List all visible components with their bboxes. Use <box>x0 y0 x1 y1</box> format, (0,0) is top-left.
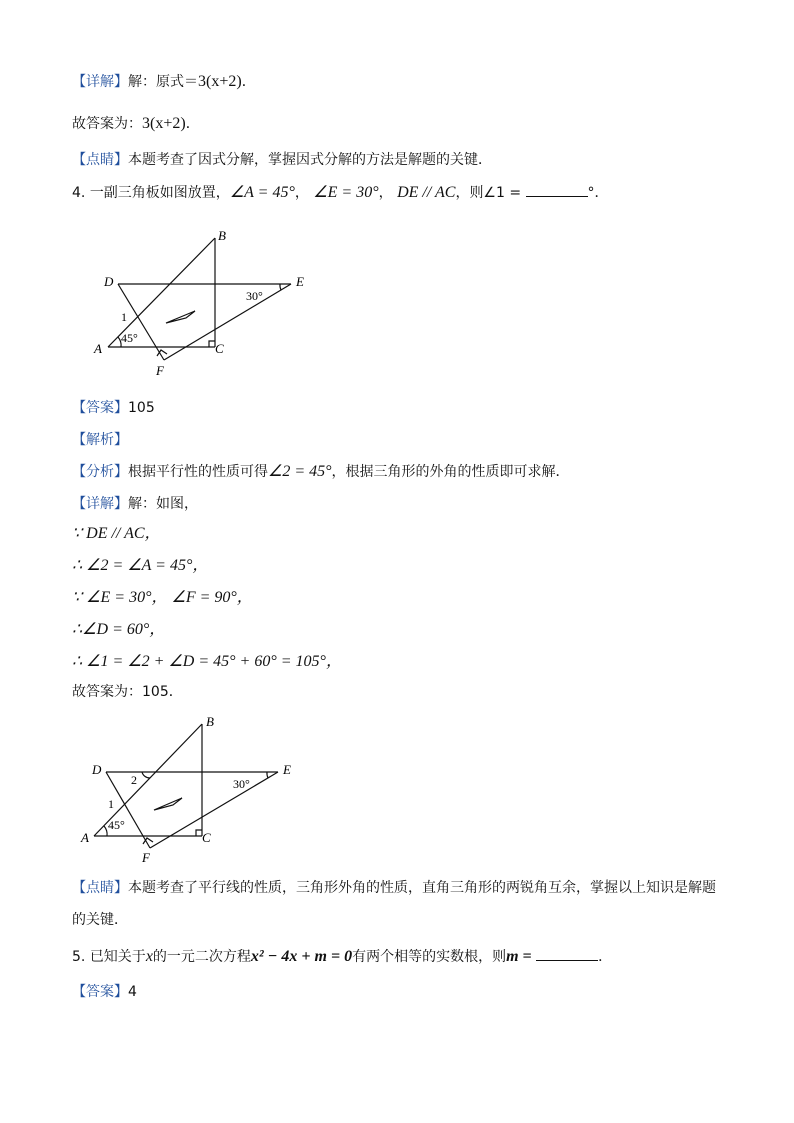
answer-value: 4 <box>128 984 137 1000</box>
q5-text-1: 已知关于 <box>89 949 146 965</box>
q5-equation: x² − 4x + m = 0 <box>250 948 353 965</box>
label-a: A <box>94 341 102 356</box>
label-1: 1 <box>108 797 114 811</box>
answer-tag: 【答案】 <box>72 984 128 1000</box>
q4-comment-line-2: 的关键． <box>72 912 128 928</box>
q3-detail-line: 【详解】解：原式＝3(x+2)． <box>72 73 256 90</box>
label-30: 30° <box>233 777 250 791</box>
label-e: E <box>296 274 304 289</box>
q5-answer-line <box>72 982 137 1002</box>
q5-answer-blank[interactable] <box>536 946 598 961</box>
label-b: B <box>218 228 226 243</box>
q4-cond-a: ∠A = 45° <box>229 184 295 201</box>
step-2: ∴ ∠2 = ∠A = 45°， <box>72 557 209 574</box>
analysis-math: ∠2 = 45° <box>268 463 332 480</box>
q4-stem: 4. 一副三角板如图放置，∠A = 45°， ∠E = 30°， DE // AC，则∠1 = °． <box>72 184 609 201</box>
q4-degree: °． <box>587 185 609 201</box>
q5-var: x <box>145 948 153 965</box>
analysis-text-1: 根据平行性的性质可得 <box>128 464 268 480</box>
q4-ask: 则∠1 = <box>469 185 522 201</box>
detail-text: 解：如图， <box>128 496 198 512</box>
q4-stem-text: 一副三角板如图放置， <box>89 185 230 201</box>
q4-answer-blank[interactable] <box>526 182 588 197</box>
final-answer: 故答案为：105． <box>72 684 183 700</box>
detail-math: 3(x+2) <box>198 73 242 90</box>
label-c: C <box>202 830 211 845</box>
label-d: D <box>92 762 102 777</box>
label-f: F <box>156 363 164 378</box>
line-fe <box>164 284 291 360</box>
detail-tag: 【详解】 <box>72 496 128 512</box>
q4-number: 4. <box>72 185 86 201</box>
q4-cond-e: ∠E = 30° <box>313 184 379 201</box>
q5-ask: m = <box>506 948 532 965</box>
step-3: ∵ ∠E = 30°， ∠F = 90°， <box>72 589 253 606</box>
q5-end: ． <box>598 949 613 965</box>
answer-value: 105 <box>128 400 155 416</box>
label-c: C <box>215 341 224 356</box>
label-b: B <box>206 714 214 729</box>
line-fe <box>150 772 278 848</box>
q3-answer-line: 故答案为：3(x+2)． <box>72 115 200 132</box>
comment-tag: 【点睛】 <box>72 880 128 896</box>
arc-2 <box>142 772 150 778</box>
comment-tag: 【点睛】 <box>72 152 128 168</box>
detail-text: 解：原式＝ <box>128 74 198 90</box>
step-1: ∵ DE // AC， <box>72 525 161 542</box>
q4-detail-line <box>72 494 198 514</box>
triangle-hole <box>166 311 195 323</box>
answer-text: 故答案为： <box>72 116 142 132</box>
comment-text: 本题考查了因式分解，掌握因式分解的方法是解题的关键． <box>128 152 492 168</box>
q5-text-3: 有两个相等的实数根，则 <box>352 949 507 965</box>
q5-text-2: 的一元二次方程 <box>152 949 251 965</box>
analysis-head-tag: 【分析】 <box>72 464 128 480</box>
arc-e <box>267 772 268 778</box>
comment-line-1: 本题考查了平行线的性质，三角形外角的性质，直角三角形的两锐角互余，掌握以上知识是解题 <box>128 880 716 896</box>
answer-math: 3(x+2) <box>142 115 186 132</box>
answer-tag: 【答案】 <box>72 400 128 416</box>
triangle-hole <box>154 798 182 810</box>
label-1: 1 <box>121 310 127 324</box>
q5-number: 5. <box>72 949 86 965</box>
label-f: F <box>142 850 150 865</box>
figure-1 <box>88 222 328 382</box>
q4-answer-line <box>72 398 155 418</box>
step-5: ∴ ∠1 = ∠2 + ∠D = 45° + 60° = 105°， <box>72 653 342 670</box>
label-45: 45° <box>121 331 138 345</box>
label-e: E <box>283 762 291 777</box>
label-d: D <box>104 274 114 289</box>
q4-comment-line-1 <box>72 878 716 898</box>
step-4: ∴∠D = 60°， <box>72 621 166 638</box>
arc-a <box>104 826 107 836</box>
q4-analysis-head-line <box>72 462 570 482</box>
label-a: A <box>81 830 89 845</box>
label-30: 30° <box>246 289 263 303</box>
label-45: 45° <box>108 818 125 832</box>
label-2: 2 <box>131 773 137 787</box>
arc-e <box>280 284 281 290</box>
q4-analysis-line <box>72 430 128 450</box>
detail-tag: 【详解】 <box>72 74 128 90</box>
analysis-text-2: ，根据三角形的外角的性质即可求解． <box>331 464 570 480</box>
q5-stem <box>72 946 612 967</box>
figure-2 <box>76 708 316 868</box>
q4-cond-par: DE // AC <box>397 184 456 201</box>
q3-comment-line <box>72 150 492 170</box>
analysis-tag: 【解析】 <box>72 432 128 448</box>
